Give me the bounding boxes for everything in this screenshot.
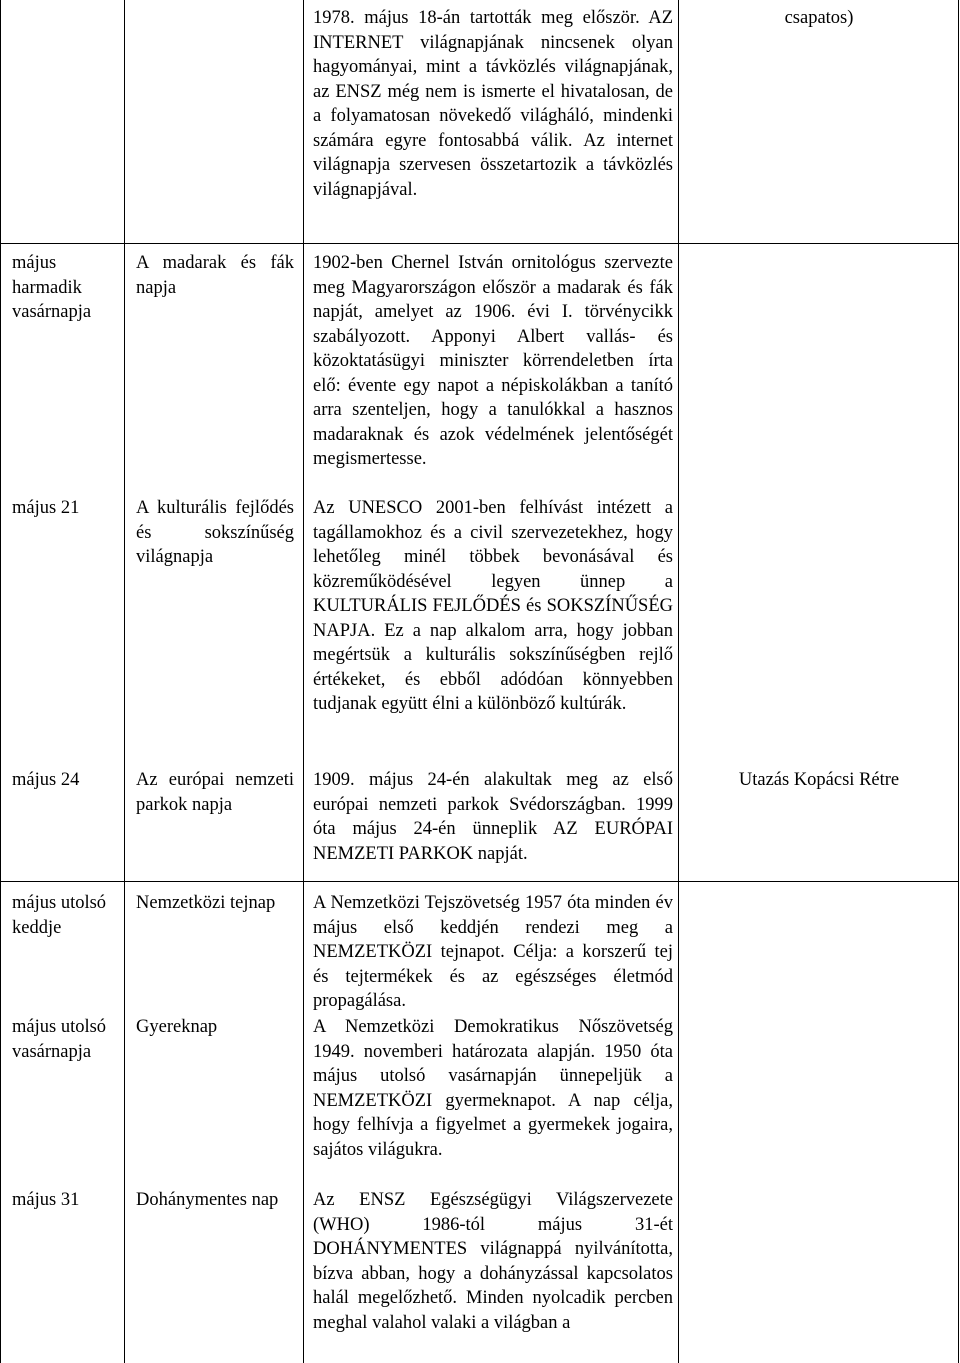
- row-note-nemzeti-parkok: Utazás Kopácsi Rétre: [738, 770, 900, 790]
- table-border-left: [0, 0, 1, 1363]
- row-description-gyereknap: A Nemzetközi Demokratikus Nőszövetség 1949. novemberi határozata alapján. 1950 óta május utolsó vasárnapján ünnepeljük a NEMZETKÖZI gyermeknapot. A nap célja, hogy felhívja a figyelmet a gyermekek jogaira, sajátos világukra.: [313, 1017, 673, 1160]
- row-date-gyereknap: május utolsó vasárnapja: [12, 1017, 107, 1062]
- table-border-col3: [678, 0, 679, 1363]
- top-fragment-description: 1978. május 18-án tartották meg először. AZ INTERNET világnapjának nincsenek olyan hagyományai, mint a távközlés világnapjának, az ENSZ még nem is ismerte el hivatalosan, de a folyamatosan növekedő világháló, mindenki számára egyre fontosabbá válik. Az internet világnapja szervesen összetartozik a távközlés világnapjával.: [313, 8, 673, 200]
- table-border-right: [958, 0, 959, 1363]
- row-description-dohanymentes: Az ENSZ Egészségügyi Világszervezete (WHO) 1986-tól május 31-ét DOHÁNYMENTES világnappá nyilvánította, bízva abban, hogy a dohányzással kapcsolatos halál megelőzhető. Minden nyolcadik percben meghal valahol valaki a világban a: [313, 1190, 673, 1333]
- table-page-break-top: [0, 243, 959, 244]
- row-description-tejnap: A Nemzetközi Tejszövetség 1957 óta minden év május első keddjén rendezi meg a NEMZETKÖZI tejnapot. Célja: a korszerű tej és tejtermékek és az egészséges életmód propagálása.: [313, 893, 673, 1011]
- row-date-kulturalis: május 21: [12, 498, 80, 518]
- row-name-gyereknap: Gyereknap: [136, 1017, 218, 1037]
- row-description-madarak: 1902-ben Chernel István ornitológus szervezte meg Magyarországon először a madarak és fák napját, amelyet az 1906. évi I. törvénycikk szabályozott. Apponyi Albert vallás- és közoktatásügyi miniszter körrendeletben írta elő: évente egy napot a népiskolákban a tanító arra szenteljen, hogy a tanulókkal a hasznos madaraknak és azok védelmének jelentőségét megismertesse.: [313, 253, 673, 469]
- row-name-madarak: A madarak és fák napja: [136, 253, 294, 298]
- top-fragment-note: csapatos): [784, 8, 854, 28]
- row-date-dohanymentes: május 31: [12, 1190, 80, 1210]
- table-page-break-bottom: [0, 881, 959, 882]
- table-border-col2: [303, 0, 304, 1363]
- row-name-tejnap: Nemzetközi tejnap: [136, 893, 276, 913]
- table-border-col1: [124, 0, 125, 1363]
- row-name-nemzeti-parkok: Az európai nemzeti parkok napja: [136, 770, 294, 815]
- row-description-kulturalis: Az UNESCO 2001-ben felhívást intézett a tagállamokhoz és a civil szervezetekhez, hogy lehetőleg minél többek bevonásával és közreműködésével legyen ünnep a KULTURÁLIS FEJLŐDÉS és SOKSZÍNŰSÉG NAPJA. Ez a nap alkalom arra, hogy jobban megértsük a kulturális sokszínűségben rejlő értékeket, és ebből adódóan könnyebben tudjanak együtt élni a különböző kultúrák.: [313, 498, 673, 714]
- row-date-nemzeti-parkok: május 24: [12, 770, 80, 790]
- row-description-nemzeti-parkok: 1909. május 24-én alakultak meg az első európai nemzeti parkok Svédországban. 1999 óta május 24-én ünneplik AZ EURÓPAI NEMZETI PARKOK napját.: [313, 770, 673, 864]
- row-name-dohanymentes: Dohánymentes nap: [136, 1190, 279, 1210]
- row-date-madarak: május harmadik vasárnapja: [12, 253, 92, 322]
- row-date-tejnap: május utolsó keddje: [12, 893, 107, 938]
- row-name-kulturalis: A kulturális fejlődés és sokszínűség világnapja: [136, 498, 294, 567]
